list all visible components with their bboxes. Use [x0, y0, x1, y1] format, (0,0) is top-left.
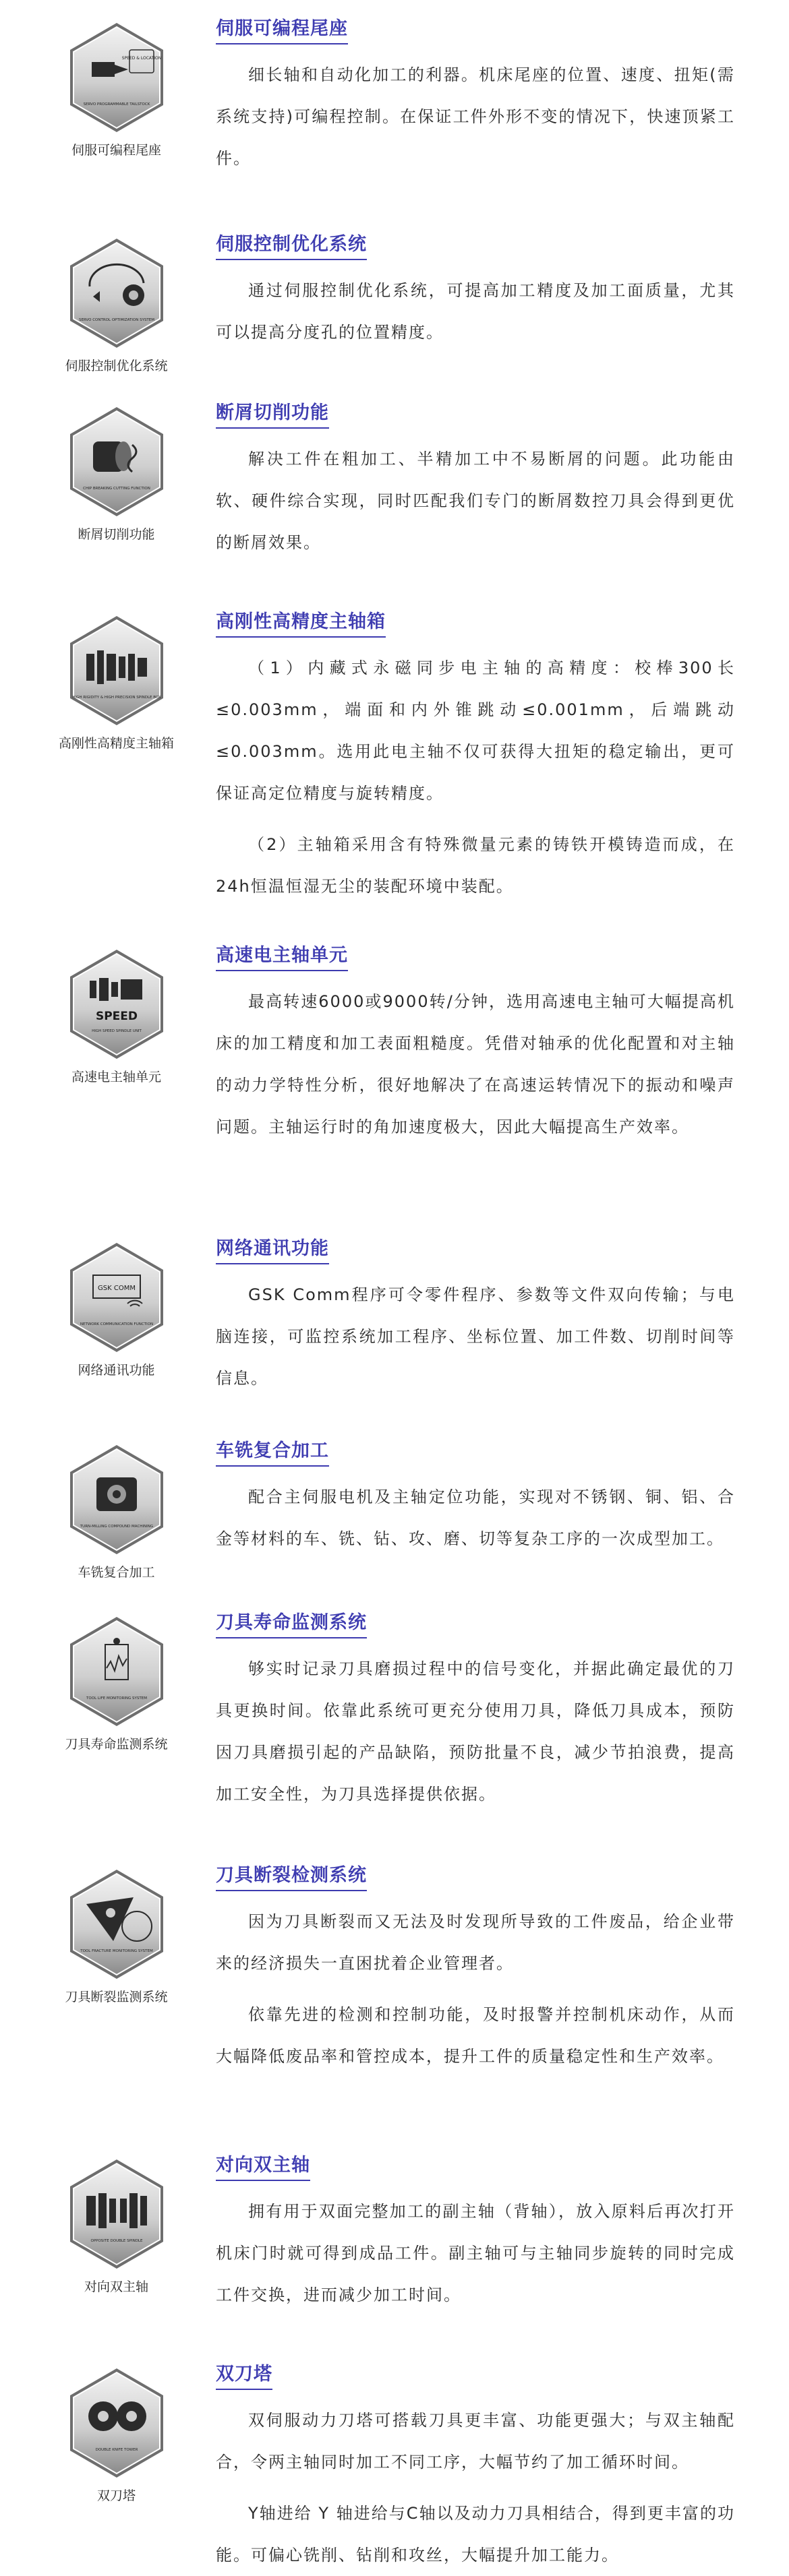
- feature-title: 双刀塔: [216, 2359, 272, 2390]
- feature-title: 刀具寿命监测系统: [216, 1607, 367, 1638]
- feature-icon-column: [40, 947, 192, 1085]
- feature-text-column: [216, 1233, 735, 1399]
- high-speed-spindle-icon: [66, 947, 167, 1062]
- feature-text-column: [216, 2150, 735, 2316]
- icon-caption: TURN-MILLING COMPOUND MACHINING: [80, 1525, 153, 1529]
- chip-breaking-icon: [66, 404, 167, 519]
- feature-paragraph: 拥有用于双面完整加工的副主轴（背轴），放入原料后再次打开机床门时就可得到成品工件。副主轴可与主轴同步旋转的同时完成工件交换，进而减少加工时间。: [216, 2202, 735, 2304]
- feature-icon-column: [40, 1442, 192, 1581]
- servo-optimization-icon: [66, 236, 167, 350]
- feature-icon-column: [40, 2366, 192, 2504]
- icon-caption: TOOL LIFE MONITORING SYSTEM: [86, 1696, 147, 1700]
- icon-label: 高速电主轴单元: [71, 1070, 161, 1084]
- icon-label: 双刀塔: [96, 2488, 136, 2503]
- feature-icon-column: [40, 1867, 192, 2005]
- feature-paragraph: 因为刀具断裂而又无法及时发现所导致的工件废品，给企业带来的经济损失一直困扰着企业管理者。: [216, 1912, 735, 1973]
- feature-paragraph: 通过伺服控制优化系统，可提高加工精度及加工面质量，尤其可以提高分度孔的位置精度。: [216, 281, 735, 342]
- feature-icon-column: [40, 613, 192, 752]
- icon-caption: TOOL FRACTURE MONITORING SYSTEM: [80, 1949, 153, 1953]
- feature-paragraph: GSK Comm程序可令零件程序、参数等文件双向传输；与电脑连接，可监控系统加工程序、坐标位置、加工件数、切削时间等信息。: [216, 1285, 735, 1388]
- icon-label: 网络通讯功能: [78, 1363, 155, 1378]
- icon-label: 高刚性高精度主轴箱: [58, 736, 174, 751]
- feature-paragraph: 双伺服动力刀塔可搭载刀具更丰富、功能更强大；与双主轴配合，令两主轴同时加工不同工序，大幅节约了加工循环时间。: [216, 2411, 735, 2472]
- feature-icon-column: [40, 1614, 192, 1752]
- feature-title: 车铣复合加工: [216, 1436, 329, 1467]
- double-turret-icon: [66, 2366, 167, 2480]
- icon-label: 对向双主轴: [84, 2279, 148, 2294]
- feature-paragraph: 配合主伺服电机及主轴定位功能，实现对不锈钢、铜、铝、合金等材料的车、铣、钻、攻、磨、切等复杂工序的一次成型加工。: [216, 1488, 735, 1548]
- icon-label: 刀具寿命监测系统: [65, 1737, 168, 1752]
- icon-caption: NETWORK COMMUNICATION FUNCTION: [80, 1322, 153, 1326]
- tool-fracture-icon: [66, 1867, 167, 1982]
- feature-icon-column: [40, 404, 192, 543]
- icon-word: GSK COMM: [97, 1285, 136, 1292]
- icon-caption: SERVO CONTROL OPTIMIZATION SYSTEM: [78, 318, 154, 322]
- icon-caption: HIGH RIGIDITY & HIGH PRECISION SPINDLE BOX: [71, 696, 161, 700]
- feature-paragraph: 依靠先进的检测和控制功能，及时报警并控制机床动作，从而大幅降低废品率和管控成本，提升工件的质量稳定性和生产效率。: [216, 2005, 735, 2066]
- feature-icon-column: [40, 1240, 192, 1378]
- icon-caption: DOUBLE KNIFE TOWER: [95, 2448, 138, 2452]
- icon-caption: OPPOSITE DOUBLE SPINDLE: [90, 2239, 142, 2243]
- feature-title: 网络通讯功能: [216, 1233, 329, 1264]
- icon-label: 车铣复合加工: [78, 1565, 155, 1580]
- feature-text-column: [216, 607, 735, 907]
- feature-text-column: [216, 1436, 735, 1560]
- feature-paragraph: （2）主轴箱采用含有特殊微量元素的铸铁开模铸造而成，在24h恒温恒湿无尘的装配环境中装配。: [216, 835, 735, 896]
- tool-life-icon: [66, 1614, 167, 1729]
- tailstock-icon: [66, 20, 167, 135]
- feature-paragraph: 够实时记录刀具磨损过程中的信号变化，并据此确定最优的刀具更换时间。依靠此系统可更充分使用刀具，降低刀具成本，预防因刀具磨损引起的产品缺陷，预防批量不良，减少节拍浪费，提高加工安全性，为刀具选择提供依据。: [216, 1659, 735, 1804]
- feature-text-column: [216, 1607, 735, 1815]
- feature-title: 对向双主轴: [216, 2150, 310, 2181]
- feature-paragraph: 最高转速6000或9000转/分钟，选用高速电主轴可大幅提高机床的加工精度和加工表面粗糙度。凭借对轴承的优化配置和对主轴的动力学特性分析，很好地解决了在高速运转情况下的振动和噪声问题。主轴运行时的角加速度极大，因此大幅提高生产效率。: [216, 992, 735, 1136]
- feature-title: 断屑切削功能: [216, 398, 329, 429]
- feature-text-column: [216, 940, 735, 1148]
- feature-text-column: [216, 13, 735, 179]
- feature-title: 伺服可编程尾座: [216, 13, 348, 44]
- feature-icon-column: [40, 20, 192, 158]
- icon-label: 刀具断裂监测系统: [65, 1990, 168, 2004]
- feature-paragraph: （1）内藏式永磁同步电主轴的高精度：校棒300长≤0.003mm，端面和内外锥跳动≤0.001mm，后端跳动≤0.003mm。选用此电主轴不仅可获得大扭矩的稳定输出，更可保证高定位精度与旋转精度。: [216, 658, 735, 803]
- feature-title: 高速电主轴单元: [216, 940, 348, 971]
- icon-subcaption: SPEED & LOCATION: [121, 56, 161, 61]
- feature-paragraph: 细长轴和自动化加工的利器。机床尾座的位置、速度、扭矩(需系统支持)可编程控制。在保证工件外形不变的情况下，快速顶紧工件。: [216, 65, 735, 168]
- turn-milling-icon: [66, 1442, 167, 1557]
- icon-caption: HIGH SPEED SPINDLE UNIT: [91, 1029, 142, 1033]
- feature-title: 伺服控制优化系统: [216, 229, 367, 260]
- icon-label: 断屑切削功能: [78, 527, 155, 542]
- icon-label: 伺服可编程尾座: [71, 143, 161, 158]
- feature-text-column: [216, 398, 735, 563]
- feature-title: 高刚性高精度主轴箱: [216, 607, 386, 638]
- icon-word: SPEED: [95, 1010, 138, 1023]
- feature-text-column: [216, 229, 735, 353]
- feature-text-column: [216, 2359, 735, 2576]
- feature-text-column: [216, 1860, 735, 2077]
- feature-icon-column: [40, 236, 192, 374]
- feature-icon-column: [40, 2157, 192, 2295]
- icon-caption: CHIP BREAKING CUTTING FUNCTION: [82, 487, 150, 491]
- network-icon: [66, 1240, 167, 1355]
- rigid-spindle-icon: [66, 613, 167, 728]
- feature-paragraph: 解决工件在粗加工、半精加工中不易断屑的问题。此功能由软、硬件综合实现，同时匹配我们专门的断屑数控刀具会得到更优的断屑效果。: [216, 450, 735, 552]
- feature-title: 刀具断裂检测系统: [216, 1860, 367, 1891]
- icon-label: 伺服控制优化系统: [65, 359, 168, 373]
- double-spindle-icon: [66, 2157, 167, 2271]
- feature-paragraph: Y轴进给 Y 轴进给与C轴以及动力刀具相结合，得到更丰富的功能。可偏心铣削、钻削和攻丝，大幅提升加工能力。: [216, 2504, 735, 2565]
- icon-caption: SERVO PROGRAMMABLE TAILSTOCK: [83, 102, 150, 106]
